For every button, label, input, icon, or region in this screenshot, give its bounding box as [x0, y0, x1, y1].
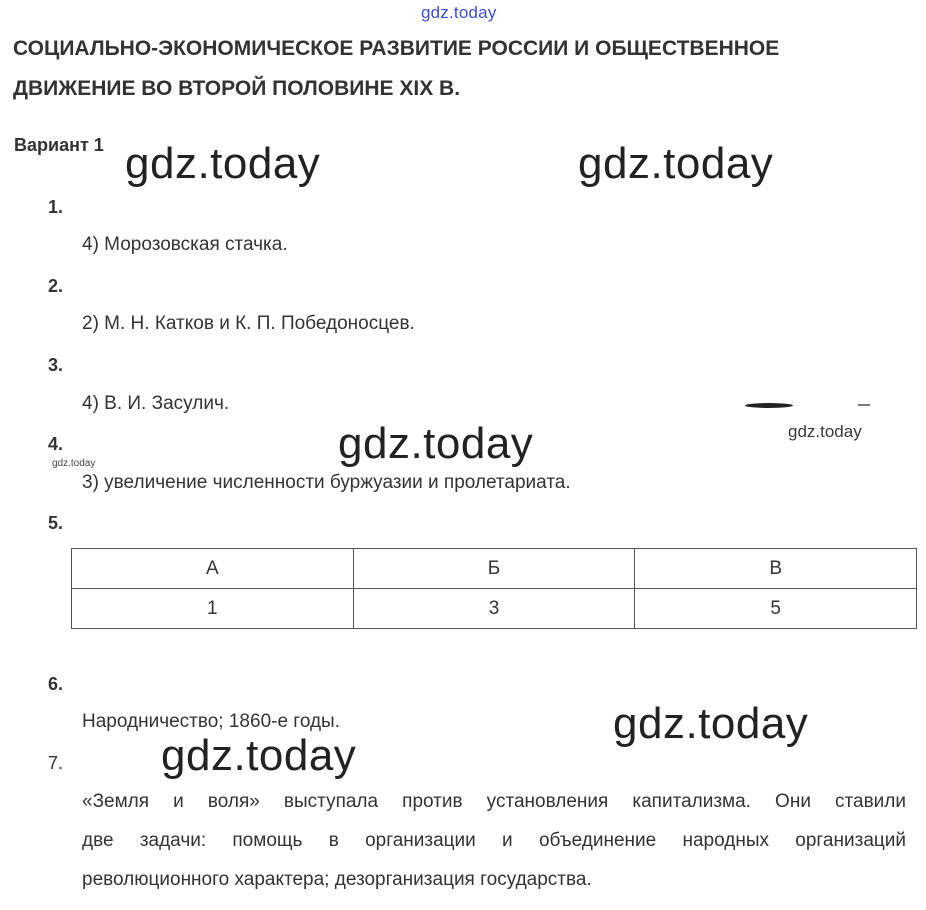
watermark-small: gdz.today	[788, 422, 862, 441]
watermark-big-3: gdz.today	[338, 419, 534, 468]
watermark-tiny: gdz.today	[52, 458, 96, 469]
question-number-1: 1.	[48, 197, 64, 217]
watermark-big-2: gdz.today	[578, 139, 774, 188]
watermark-top: gdz.today	[421, 3, 497, 22]
question-number-2: 2.	[48, 276, 64, 296]
answer-7-paragraph	[82, 782, 906, 899]
table-header-cell: Б	[353, 549, 635, 589]
page-title-line-1: СОЦИАЛЬНО-ЭКОНОМИЧЕСКОЕ РАЗВИТИЕ РОССИИ И ОБЩЕСТВЕННОЕ	[13, 37, 780, 60]
question-number-7: 7.	[48, 753, 64, 773]
question-number-3: 3.	[48, 355, 64, 375]
watermark-big-1: gdz.today	[125, 139, 321, 188]
variant-heading: Вариант 1	[14, 135, 104, 155]
table-cell: 1	[72, 589, 354, 629]
ink-smudge	[745, 403, 793, 408]
answer-7-line-2: две задачи: помощь в организации и объединение народных организаций	[82, 830, 906, 851]
question-number-6: 6.	[48, 674, 64, 694]
table-header-row	[72, 549, 917, 589]
table-cell: 5	[635, 589, 917, 629]
table-cell: 3	[353, 589, 635, 629]
answer-1: 4) Морозовская стачка.	[82, 234, 288, 255]
page-title-line-2: ДВИЖЕНИЕ ВО ВТОРОЙ ПОЛОВИНЕ XIX В.	[13, 77, 461, 100]
answer-table	[71, 548, 917, 629]
answer-6: Народничество; 1860-е годы.	[82, 711, 340, 732]
answer-7-line-3: революционного характера; дезорганизация государства.	[82, 869, 592, 890]
answer-4: 3) увеличение численности буржуазии и пролетариата.	[82, 472, 571, 493]
question-number-5: 5.	[48, 513, 64, 533]
answer-3: 4) В. И. Засулич.	[82, 393, 230, 414]
ink-smudge-2	[858, 404, 870, 406]
answer-2: 2) М. Н. Катков и К. П. Победоносцев.	[82, 313, 415, 334]
watermark-big-5: gdz.today	[161, 731, 357, 780]
question-number-4: 4.	[48, 434, 64, 454]
answer-7-line-1: «Земля и воля» выступала против установления капитализма. Они ставили	[82, 791, 906, 812]
watermark-big-4: gdz.today	[613, 699, 809, 748]
table-row	[72, 589, 917, 629]
table-header-cell: А	[72, 549, 354, 589]
table-header-cell: В	[635, 549, 917, 589]
